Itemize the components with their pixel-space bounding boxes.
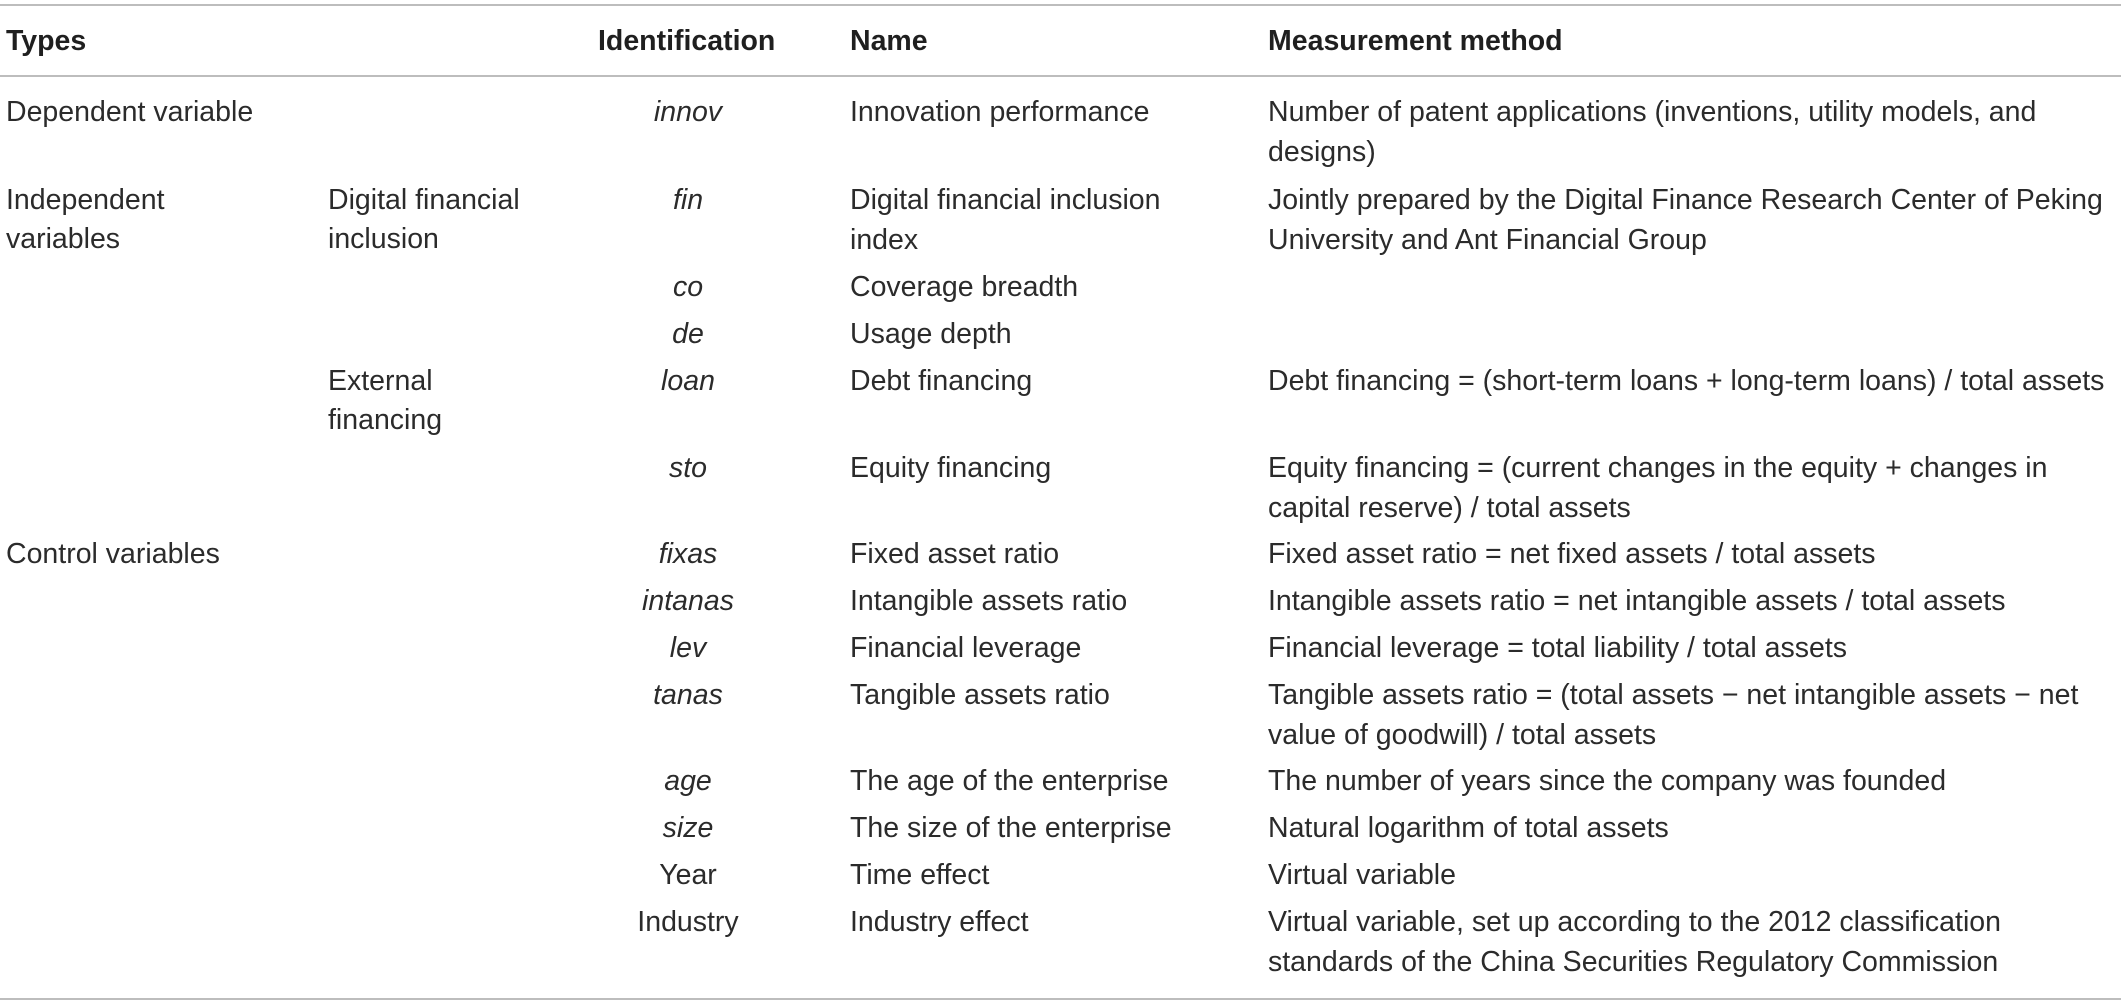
name-cell: Innovation performance xyxy=(850,96,1150,128)
measurement-cell: Debt financing = (short-term loans + long-term loans) / total assets xyxy=(1268,365,2105,397)
measurement-cell: Natural logarithm of total assets xyxy=(1268,812,1669,844)
name-cell: The size of the enterprise xyxy=(850,812,1172,844)
identification-cell: co xyxy=(672,271,704,303)
header-types: Types xyxy=(6,25,87,57)
group-dependent-variable: Dependent variable xyxy=(6,96,254,128)
name-cell: Coverage breadth xyxy=(850,271,1079,303)
measurement-cell: value of goodwill) / total assets xyxy=(1268,718,1657,751)
measurement-cell: University and Ant Financial Group xyxy=(1268,223,1707,256)
identification-cell: fixas xyxy=(658,538,718,570)
name-cell: Time effect xyxy=(850,859,990,891)
measurement-cell: Fixed asset ratio = net fixed assets / total assets xyxy=(1268,538,1876,570)
measurement-cell: Virtual variable, set up according to the 2012 classification xyxy=(1268,906,2001,938)
group-independent-variables-line2: variables xyxy=(6,223,121,255)
measurement-cell: Equity financing = (current changes in the equity + changes in xyxy=(1268,452,2048,484)
header-identification: Identification xyxy=(598,25,776,57)
subgroup-digital-financial-inclusion-line1: Digital financial xyxy=(328,184,520,216)
identification-cell: intanas xyxy=(642,585,734,617)
group-control-variables: Control variables xyxy=(6,538,220,570)
name-cell: index xyxy=(850,223,919,256)
measurement-cell: Tangible assets ratio = (total assets − net intangible assets − net xyxy=(1268,679,2079,711)
identification-cell: de xyxy=(672,318,704,350)
measurement-cell: Number of patent applications (inventions, utility models, and xyxy=(1268,96,2037,128)
subgroup-external-financing-line2: financing xyxy=(328,404,443,436)
header-measurement-method: Measurement method xyxy=(1268,25,1563,57)
name-cell: Usage depth xyxy=(850,318,1012,350)
name-cell: Digital financial inclusion xyxy=(850,184,1161,216)
name-cell: Financial leverage xyxy=(850,632,1082,664)
identification-cell: age xyxy=(664,765,712,797)
measurement-cell: standards of the China Securities Regulatory Commission xyxy=(1268,945,1999,978)
identification-cell: loan xyxy=(661,365,715,397)
name-cell: Debt financing xyxy=(850,365,1033,397)
measurement-cell: Virtual variable xyxy=(1268,859,1456,891)
identification-cell: lev xyxy=(669,632,707,664)
measurement-cell: designs) xyxy=(1268,135,1376,168)
identification-cell: tanas xyxy=(653,679,723,711)
identification-cell: Industry xyxy=(637,906,739,938)
subgroup-digital-financial-inclusion-line2: inclusion xyxy=(328,223,439,255)
name-cell: Fixed asset ratio xyxy=(850,538,1060,570)
name-cell: Tangible assets ratio xyxy=(850,679,1110,711)
measurement-cell: capital reserve) / total assets xyxy=(1268,491,1631,524)
name-cell: Intangible assets ratio xyxy=(850,585,1128,617)
name-cell: The age of the enterprise xyxy=(850,765,1169,797)
header-name: Name xyxy=(850,25,928,57)
identification-cell: innov xyxy=(653,96,723,128)
identification-cell: Year xyxy=(659,859,717,891)
subgroup-external-financing-line1: External xyxy=(328,365,433,397)
measurement-cell: The number of years since the company was founded xyxy=(1268,765,1947,797)
identification-cell: sto xyxy=(668,452,708,484)
identification-cell: size xyxy=(662,812,714,844)
bottom-rule xyxy=(0,998,2121,1000)
group-independent-variables-line1: Independent xyxy=(6,184,165,216)
header-rule xyxy=(0,75,2121,77)
measurement-cell: Intangible assets ratio = net intangible assets / total assets xyxy=(1268,585,2006,617)
measurement-cell: Financial leverage = total liability / total assets xyxy=(1268,632,1848,664)
identification-cell: fin xyxy=(672,184,704,216)
measurement-cell: Jointly prepared by the Digital Finance Research Center of Peking xyxy=(1268,184,2103,216)
top-rule xyxy=(0,4,2121,6)
name-cell: Industry effect xyxy=(850,906,1029,938)
name-cell: Equity financing xyxy=(850,452,1052,484)
